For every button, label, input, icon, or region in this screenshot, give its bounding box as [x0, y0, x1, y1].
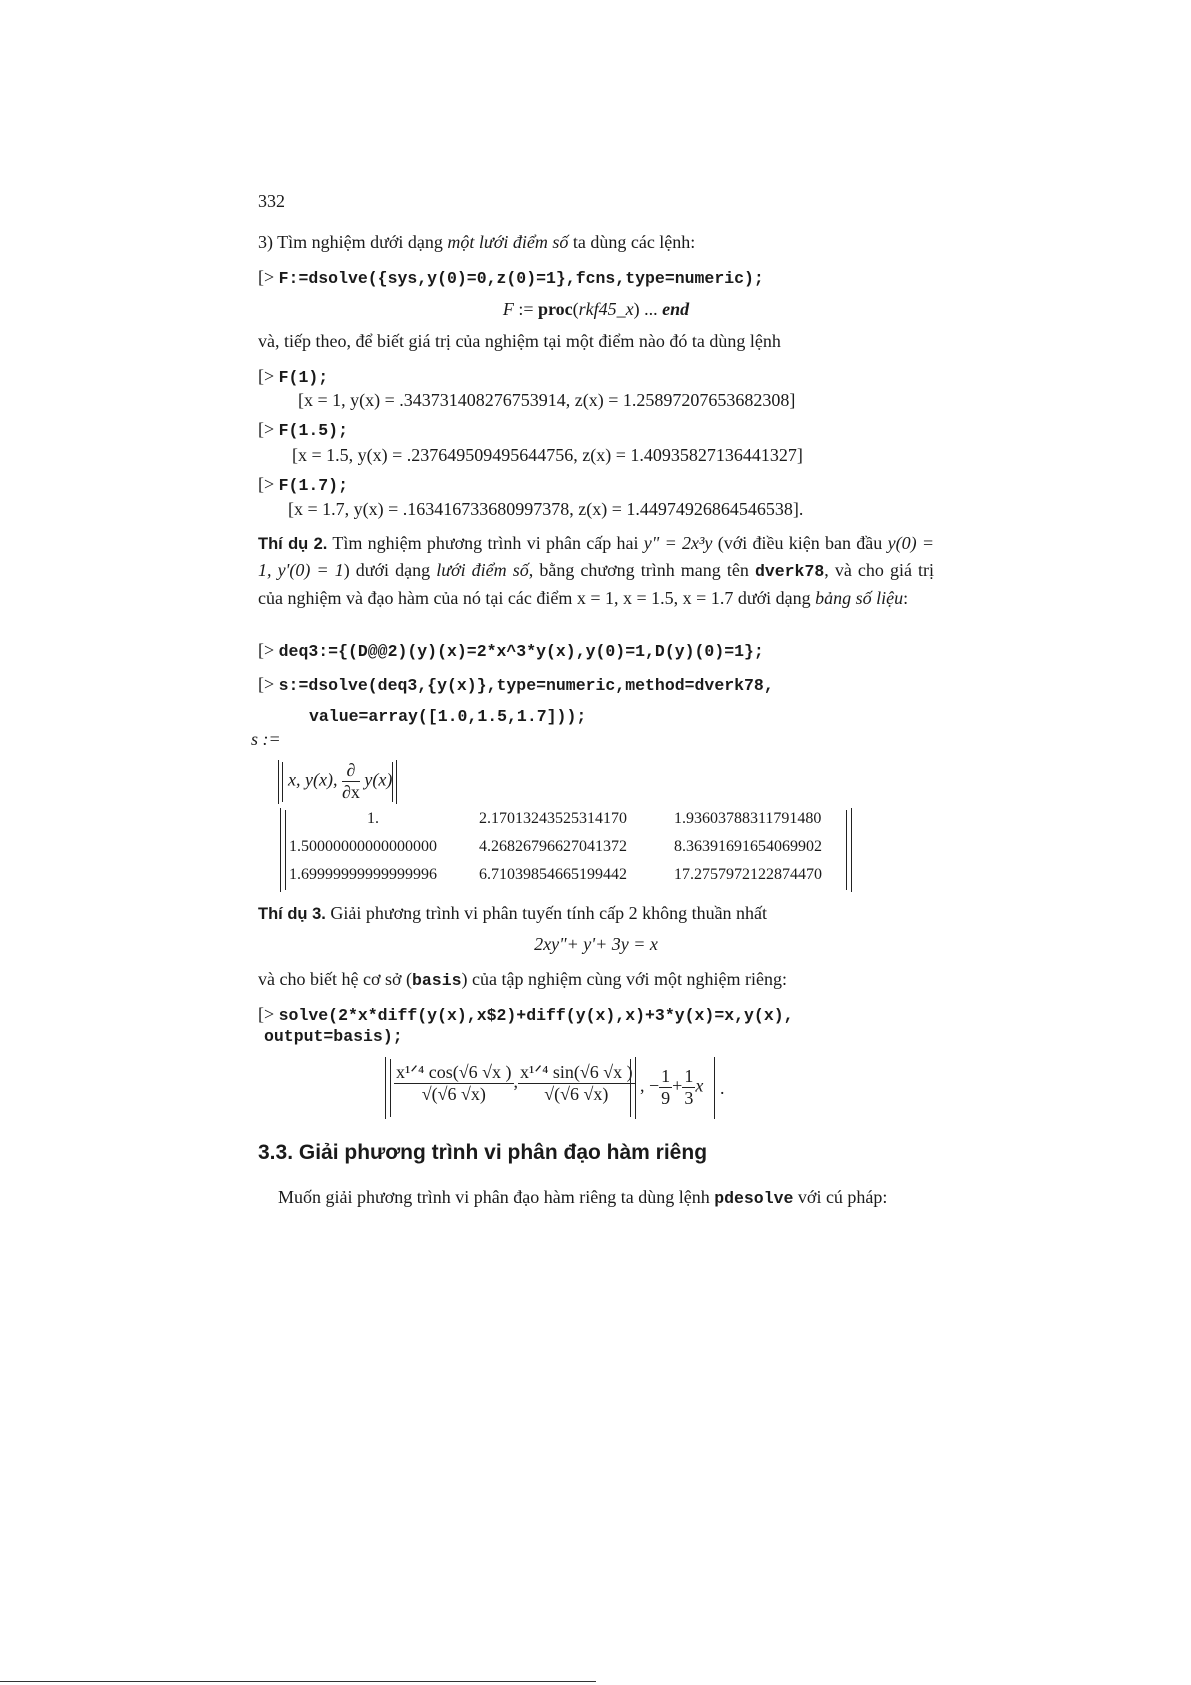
basis-text: và cho biết hệ cơ sở ( — [258, 969, 412, 989]
basis-bracket-right-inner — [630, 1059, 631, 1117]
table-bracket-right — [851, 808, 852, 892]
particular-minus: , − — [640, 1075, 660, 1096]
basis-output — [394, 1062, 635, 1105]
final-text: Muốn giải phương trình vi phân đạo hàm riêng ta dùng lệnh — [278, 1187, 715, 1207]
basis-paragraph — [258, 966, 934, 994]
prompt: [> — [258, 474, 275, 494]
proc-keyword: proc — [538, 299, 573, 319]
final-paragraph — [258, 1184, 934, 1212]
basis-num-sin: x¹ᐟ⁴ sin(√6 √x ) — [520, 1062, 633, 1082]
prompt: [> — [258, 1004, 275, 1024]
item3-text: 3) Tìm nghiệm dưới dạng — [258, 232, 448, 252]
prompt: [> — [258, 366, 275, 386]
example2-text: Tìm nghiệm phương trình vi phân cấp hai — [327, 533, 644, 553]
fraction-den: 9 — [661, 1088, 671, 1108]
section-heading: 3.3. Giải phương trình vi phân đạo hàm riêng — [258, 1141, 708, 1164]
output-f1: [x = 1, y(x) = .343731408276753914, z(x) = 1.25897207653682308] — [298, 390, 796, 410]
basis-bracket-left — [385, 1057, 386, 1119]
fraction-num: 1 — [661, 1066, 671, 1086]
basis-fraction-sin — [518, 1062, 635, 1105]
basis-text-end: ) của tập nghiệm cùng với một nghiệm riêng: — [461, 969, 787, 989]
output-proc — [258, 296, 934, 322]
header-bracket-right-inner — [392, 762, 393, 802]
command-s — [258, 671, 934, 699]
fraction-one-ninth — [659, 1066, 672, 1109]
particular-solution — [640, 1066, 703, 1109]
basis-code: basis — [411, 971, 462, 990]
footer-rule — [0, 1681, 596, 1682]
partial-den: ∂x — [341, 782, 360, 802]
fraction-one-third — [682, 1066, 695, 1109]
example2-text: (với điều kiện ban đầu — [712, 533, 888, 553]
partial-num: ∂ — [342, 760, 360, 782]
table-cell: 6.71039854665199442 — [479, 866, 627, 883]
table-cell: 1.69999999999999996 — [289, 866, 437, 883]
partial-fraction — [342, 760, 360, 803]
table-cell: 8.36391691654069902 — [674, 838, 822, 855]
basis-bracket-left-inner — [390, 1059, 391, 1117]
table-cell: 1. — [367, 810, 379, 827]
table-cell: 2.17013243525314170 — [479, 810, 627, 827]
example2-text: , bằng chương trình mang tên — [528, 560, 755, 580]
item3-text-end: ta dùng các lệnh: — [568, 232, 696, 252]
table-cell: 4.26826796627041372 — [479, 838, 627, 855]
example3-equation — [258, 931, 934, 957]
code-s-line1: s:=dsolve(deq3,{y(x)},type=numeric,method=dverk78, — [278, 676, 774, 695]
table-bracket-left — [280, 808, 281, 892]
basis-fraction-cos — [394, 1062, 514, 1105]
basis-den-sin: √(√6 √x) — [544, 1084, 609, 1104]
table-cell: 1.50000000000000000 — [289, 838, 437, 855]
prompt: [> — [258, 640, 275, 660]
output-s-label — [251, 726, 927, 752]
table-cell: 1.93603788311791480 — [674, 810, 822, 827]
example3-equation-text: 2xy"+ y'+ 3y = x — [534, 934, 658, 954]
output-f15: [x = 1.5, y(x) = .237649509495644756, z(x) = 1.40935827136441327] — [292, 445, 803, 465]
table-cell: 17.2757972122874470 — [674, 866, 822, 883]
code-f17: F(1.7); — [278, 476, 348, 495]
command-dsolve — [258, 264, 934, 292]
example2-program: dverk78 — [754, 562, 825, 581]
prompt: [> — [258, 674, 275, 694]
example3-paragraph — [258, 900, 934, 927]
prompt: [> — [258, 267, 275, 287]
header-derivative: y(x) — [359, 769, 393, 790]
proc-arg: rkf45_x — [578, 299, 634, 319]
paragraph-next: và, tiếp theo, để biết giá trị của nghiệm tại một điểm nào đó ta dùng lệnh — [258, 331, 781, 351]
code-f15: F(1.5); — [278, 421, 348, 440]
code-solve-line1: solve(2*x*diff(y(x),x$2)+diff(y(x),x)+3*y(x)=x,y(x), — [278, 1006, 794, 1025]
code-solve-line2: output=basis); — [264, 1027, 403, 1046]
table-bracket-right-inner — [846, 810, 847, 890]
command-deq3 — [258, 637, 934, 665]
page-number: 332 — [258, 191, 285, 211]
particular-plus: + — [672, 1075, 683, 1096]
proc-close: ) ... — [633, 299, 663, 319]
proc-assign: := — [513, 299, 538, 319]
fraction-num: 1 — [684, 1066, 694, 1086]
example2-initial-conditions: y(0) = 1, y'(0) = 1 — [258, 533, 934, 580]
example3-label: Thí dụ 3. — [258, 905, 326, 923]
code-f1: F(1); — [278, 368, 329, 387]
code-s-line2: value=array([1.0,1.5,1.7])); — [309, 707, 587, 726]
basis-num-cos: x¹ᐟ⁴ cos(√6 √x ) — [396, 1062, 512, 1082]
final-text-end: với cú pháp: — [793, 1187, 888, 1207]
basis-end-dot: . — [720, 1078, 725, 1098]
basis-den-cos: √(√6 √x) — [421, 1084, 486, 1104]
output-f17: [x = 1.7, y(x) = .163416733680997378, z(x) = 1.44974926864546538]. — [288, 499, 804, 519]
table-bracket-left-inner — [285, 810, 286, 890]
proc-var: F — [502, 299, 514, 319]
basis-bracket-right — [635, 1057, 636, 1119]
example3-text: Giải phương trình vi phân tuyến tính cấp 2 không thuần nhất — [325, 903, 768, 923]
example2-emphasis: lưới điểm số — [436, 560, 529, 580]
header-bracket-right — [396, 760, 397, 804]
example2-equation: y" = 2x³y — [643, 533, 713, 553]
fraction-den: 3 — [684, 1088, 694, 1108]
basis-comma: , — [513, 1071, 519, 1092]
command-f17 — [258, 471, 934, 499]
command-f15 — [258, 416, 934, 444]
code-deq3: deq3:={(D@@2)(y)(x)=2*x^3*y(x),y(0)=1,D(y)(0)=1}; — [278, 642, 764, 661]
proc-end: end — [662, 299, 690, 319]
example2-text: , và cho giá trị của nghiệm và đạo hàm của nó tại các điểm x = 1, x = 1.5, x = 1.7 dưới dạng — [258, 560, 935, 608]
example2-text: : — [903, 588, 909, 608]
proc-open: ( — [572, 299, 579, 319]
outer-bracket-right — [714, 1057, 715, 1119]
code-dsolve: F:=dsolve({sys,y(0)=0,z(0)=1},fcns,type=numeric); — [278, 269, 764, 288]
particular-x: x — [695, 1075, 704, 1096]
final-code: pdesolve — [714, 1189, 794, 1208]
example2-label: Thí dụ 2. — [258, 535, 328, 553]
header-bracket-left-inner — [282, 762, 283, 802]
output-s-text: s := — [251, 729, 281, 749]
matrix-header — [288, 760, 392, 803]
item3-emphasis: một lưới điểm số — [447, 232, 569, 252]
header-bracket-left — [278, 760, 279, 804]
prompt: [> — [258, 419, 275, 439]
header-vars: x, y(x), — [288, 769, 342, 790]
example2-emphasis: bảng số liệu — [815, 588, 904, 608]
example2-paragraph — [258, 530, 934, 611]
item3-paragraph — [258, 229, 934, 255]
example2-text: ) dưới dạng — [343, 560, 437, 580]
